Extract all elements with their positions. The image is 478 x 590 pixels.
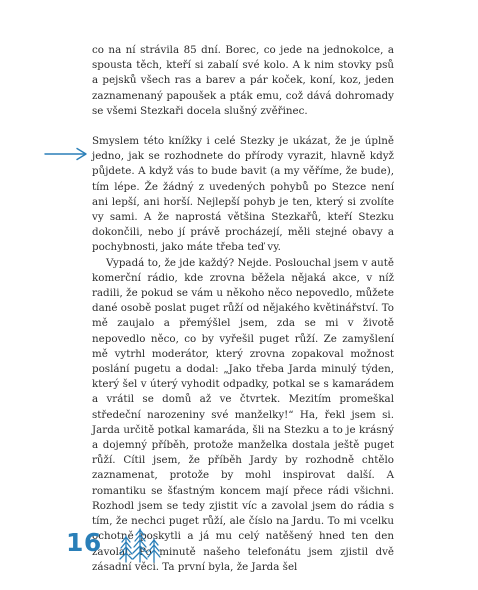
body-text — [92, 43, 394, 575]
pine-trees-icon — [118, 526, 162, 564]
paragraph-1: co na ní strávila 85 dní. Borec, co jede na jednokolce, a spousta těch, kteří si zabalí své kolo. A k nim stovky psů a pejsků všech ras a barev a pár koček, koní, koz, jeden zaznamenaný papoušek a pták emu, což dává dohromady se všemi Stezkaři docela slušný zvěřinec. — [92, 44, 394, 117]
arrow-right-icon — [44, 147, 88, 161]
paragraph-2: Smyslem této knížky i celé Stezky je ukázat, že je úplně jedno, jak se rozhodnete do přírody vyrazit, hlavně když půjdete. A když vás to bude bavit (a my věříme, že bude), tím lépe. Že žádný z uvedených pohybů po Stezce není ani lepší, ani horší. Nejlepší pohyb je ten, který si zvolíte vy sami. A že naprostá většina Stezkařů, kteří Stezku dokončili, nebo jí právě procházejí, měli stejné obavy a pochybnosti, jako máte třeba teď vy. — [92, 135, 394, 254]
paragraph-gap — [92, 119, 394, 134]
paragraph-3: Vypadá to, že jde každý? Nejde. Poslouchal jsem v autě komerční rádio, kde zrovna běžela nějaká akce, v níž radili, že pokud se vám u někoho něco nepovedlo, můžete dané osobě poslat puget růží od nějakého květinářství. To mě zaujalo a přemýšlel jsem, zda se mi v životě nepovedlo něco, co by vyřešil puget růží. Ze zamyšlení mě vytrhl moderátor, který zrovna zopakoval možnost poslání pugetu a dodal: „Jako třeba Jarda minulý týden, který šel v úterý vyhodit odpadky, potkal se s kamarádem a vrátil se domů až ve čtvrtek. Mezitím promeškal středeční narozeniny své manželky!“ Ha, řekl jsem si. Jarda určitě potkal kamaráda, šli na Stezku a to je krásný a dojemný příběh, protože manželka dostala ještě puget růží. Cítil jsem, že příběh Jardy by rozhodně chtělo zaznamenat, protože by mohl inspirovat další. A romantiku se šťastným koncem mají přece rádi všichni. Rozhodl jsem se tedy zjistit víc a zavolal jsem do rádia s tím, že nechci puget růží, ale číslo na Jardu. To mi vcelku ochotně poskytli a já mu celý natěšený hned ten den zavolal. Po minutě našeho telefonátu jsem zjistil dvě zásadní věci. Ta první byla, že Jarda šel — [92, 256, 394, 573]
page-number: 16 — [66, 528, 102, 557]
